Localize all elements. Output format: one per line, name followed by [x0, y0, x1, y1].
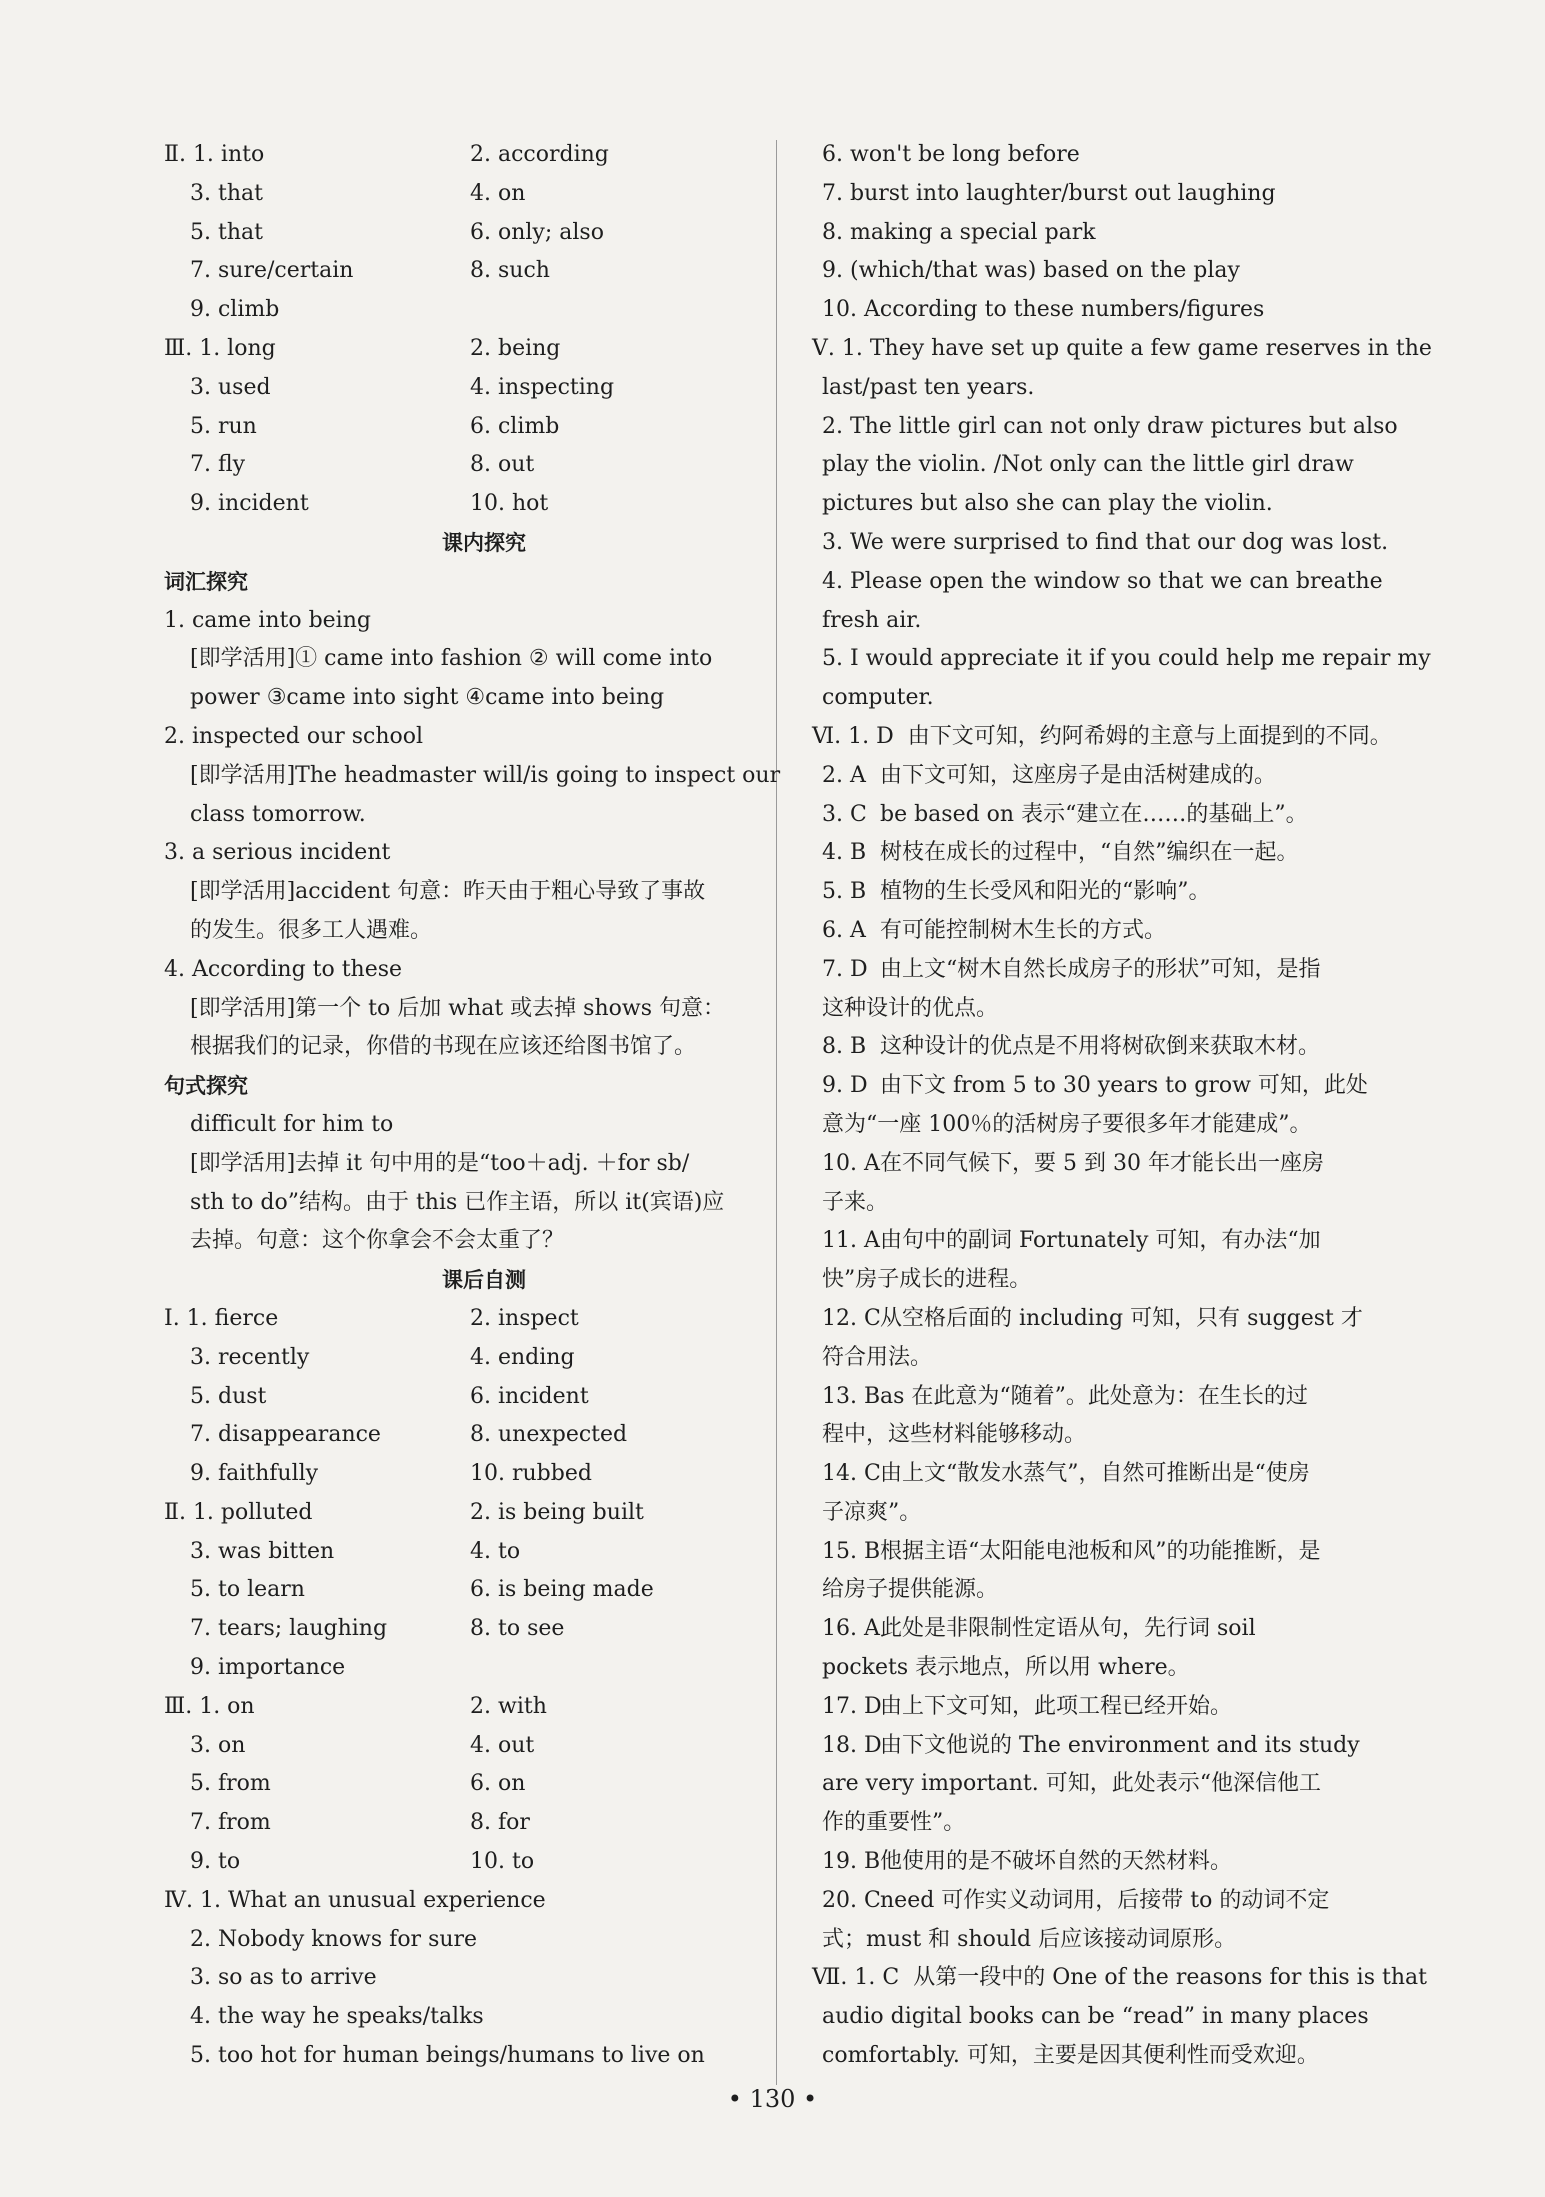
answer-explanation: 16. A此处是非限制性定语从句，先行词 soil	[822, 1616, 1256, 1642]
answer-row: 3. was bitten 4. to	[190, 1538, 521, 1564]
text-line: [即学活用]① came into fashion ② will come into	[190, 646, 713, 672]
answer-row: 5. to learn 6. is being made	[190, 1577, 654, 1603]
left-column	[164, 136, 804, 2076]
text-line: pictures but also she can play the violin.	[822, 491, 1273, 517]
answer-explanation: Ⅵ. 1. D 由下文可知，约阿希姆的主意与上面提到的不同。	[812, 723, 1392, 749]
text-line: audio digital books can be “read” in many places	[822, 2004, 1369, 2030]
text-line: 的发生。很多工人遇难。	[190, 917, 433, 943]
answer-explanation: 19. B他使用的是不破坏自然的天然材料。	[822, 1849, 1233, 1875]
answer-row: 9. importance	[190, 1655, 346, 1681]
answer-row: Ⅲ. 1. on 2. with	[164, 1693, 547, 1719]
text-line: [即学活用]accident 句意：昨天由于粗心导致了事故	[190, 879, 706, 905]
answer-explanation: 11. A由句中的副词 Fortunately 可知，有办法“加	[822, 1228, 1321, 1254]
text-line: sth to do”结构。由于 this 已作主语，所以 it(宾语)应	[190, 1189, 725, 1215]
text-line: 去掉。句意：这个你拿会不会太重了？	[190, 1228, 565, 1254]
text-line: 6. won't be long before	[822, 142, 1080, 167]
text-line: 3. so as to arrive	[190, 1965, 377, 1991]
answer-row: 3. used 4. inspecting	[190, 374, 615, 400]
answer-explanation: 20. Cneed 可作实义动词用，后接带 to 的动词不定	[822, 1887, 1330, 1913]
answer-explanation: 2. A 由下文可知，这座房子是由活树建成的。	[822, 762, 1277, 788]
answer-row: 7. tears; laughing 8. to see	[190, 1616, 565, 1642]
text-line: 4. the way he speaks/talks	[190, 2004, 484, 2030]
answer-explanation: 6. A 有可能控制树木生长的方式。	[822, 917, 1167, 943]
text-line: 2. The little girl can not only draw pictures but also	[822, 413, 1398, 439]
text-line: 子凉爽”。	[822, 1499, 922, 1525]
text-line: 4. According to these	[164, 956, 403, 982]
answer-row: 5. run 6. climb	[190, 413, 560, 439]
answer-explanation: 9. D 由下文 from 5 to 30 years to grow 可知，此处	[822, 1073, 1368, 1099]
text-line: computer.	[822, 685, 934, 711]
answer-row: 9. faithfully 10. rubbed	[190, 1461, 592, 1487]
text-line: play the violin. /Not only can the little girl draw	[822, 452, 1354, 478]
subsection-title: 词汇探究	[164, 569, 248, 594]
answer-row: Ⅰ. 1. fierce 2. inspect	[164, 1305, 579, 1331]
answer-row: 5. dust 6. incident	[190, 1383, 589, 1409]
subsection-title: 句式探究	[164, 1074, 248, 1099]
page-number: • 130 •	[727, 2085, 818, 2113]
answer-row: 3. recently 4. ending	[190, 1344, 575, 1370]
text-line: 9. (which/that was) based on the play	[822, 258, 1240, 284]
text-line: 这种设计的优点。	[822, 995, 999, 1021]
answer-row: 7. fly 8. out	[190, 452, 535, 478]
text-line: 意为“一座 100％的活树房子要很多年才能建成”。	[822, 1111, 1312, 1137]
answer-row: 9. incident 10. hot	[190, 491, 549, 517]
text-line: class tomorrow.	[190, 801, 366, 827]
text-line: difficult for him to	[190, 1111, 394, 1137]
answer-row: Ⅱ. 1. into 2. according	[164, 142, 609, 167]
text-line: 10. According to these numbers/figures	[822, 297, 1265, 323]
answer-row: 3. that 4. on	[190, 180, 526, 206]
answer-row: 7. sure/certain 8. such	[190, 258, 550, 284]
text-line: 8. making a special park	[822, 219, 1096, 245]
text-line: 3. a serious incident	[164, 840, 391, 866]
text-line: Ⅴ. 1. They have set up quite a few game reserves in the	[812, 335, 1432, 361]
section-title: 课内探究	[442, 530, 526, 555]
text-line: 子来。	[822, 1189, 889, 1215]
section-title: 课后自测	[442, 1268, 526, 1293]
text-line: 快”房子成长的进程。	[822, 1267, 1032, 1293]
text-line: 2. Nobody knows for sure	[190, 1926, 478, 1952]
text-line: power ③came into sight ④came into being	[190, 685, 665, 711]
answer-explanation: 7. D 由上文“树木自然长成房子的形状”可知，是指	[822, 956, 1321, 982]
answer-row: 7. disappearance 8. unexpected	[190, 1422, 628, 1448]
right-column	[812, 136, 1432, 2076]
answer-explanation: 18. D由下文他说的 The environment and its study	[822, 1732, 1360, 1758]
answer-row: 5. that 6. only; also	[190, 219, 604, 245]
answer-row: Ⅱ. 1. polluted 2. is being built	[164, 1499, 644, 1525]
answer-row: 3. on 4. out	[190, 1732, 535, 1758]
text-line: comfortably. 可知，主要是因其便利性而受欢迎。	[822, 2043, 1319, 2069]
text-line: are very important. 可知，此处表示“他深信他工	[822, 1771, 1321, 1797]
text-line: 2. inspected our school	[164, 723, 424, 749]
text-line: 3. We were surprised to find that our dog was lost.	[822, 529, 1389, 555]
text-line: [即学活用]去掉 it 句中用的是“too＋adj. ＋for sb/	[190, 1150, 690, 1176]
answer-explanation: 13. Bas 在此意为“随着”。此处意为：在生长的过	[822, 1383, 1308, 1409]
answer-explanation: 10. A在不同气候下，要 5 到 30 年才能长出一座房	[822, 1150, 1324, 1176]
text-line: 5. I would appreciate it if you could help me repair my	[822, 646, 1431, 672]
text-line: [即学活用]第一个 to 后加 what 或去掉 shows 句意：	[190, 995, 725, 1021]
answer-explanation: 5. B 植物的生长受风和阳光的“影响”。	[822, 879, 1211, 905]
answer-explanation: 17. D由上下文可知，此项工程已经开始。	[822, 1693, 1233, 1719]
text-line: 作的重要性”。	[822, 1810, 966, 1836]
answer-row: 9. to 10. to	[190, 1849, 535, 1875]
answer-explanation: 15. B根据主语“太阳能电池板和风”的功能推断，是	[822, 1538, 1321, 1564]
text-line: 符合用法。	[822, 1344, 933, 1370]
text-line: 程中，这些材料能够移动。	[822, 1422, 1087, 1448]
answer-row: 5. from 6. on	[190, 1771, 526, 1797]
answer-row: 9. climb	[190, 297, 280, 323]
answer-explanation: Ⅶ. 1. C 从第一段中的 One of the reasons for this is that	[812, 1965, 1427, 1991]
text-line: Ⅳ. 1. What an unusual experience	[164, 1887, 546, 1913]
text-line: 给房子提供能源。	[822, 1577, 999, 1603]
answer-row: 7. from 8. for	[190, 1810, 530, 1836]
text-line: 式；must 和 should 后应该接动词原形。	[822, 1926, 1237, 1952]
text-line: fresh air.	[822, 607, 922, 633]
answer-row: Ⅲ. 1. long 2. being	[164, 335, 561, 361]
answer-explanation: 4. B 树枝在成长的过程中，“自然”编织在一起。	[822, 840, 1299, 866]
text-line: 根据我们的记录，你借的书现在应该还给图书馆了。	[190, 1034, 697, 1060]
answer-explanation: 8. B 这种设计的优点是不用将树砍倒来获取木材。	[822, 1034, 1321, 1060]
text-line: 1. came into being	[164, 607, 371, 633]
text-line: pockets 表示地点，所以用 where。	[822, 1655, 1190, 1681]
text-line: [即学活用]The headmaster will/is going to inspect our	[190, 762, 781, 788]
text-line: last/past ten years.	[822, 374, 1035, 400]
text-line: 5. too hot for human beings/humans to live on	[190, 2043, 705, 2069]
text-line: 7. burst into laughter/burst out laughing	[822, 180, 1276, 206]
answer-explanation: 3. C be based on 表示“建立在……的基础上”。	[822, 801, 1308, 827]
answer-explanation: 14. C由上文“散发水蒸气”，自然可推断出是“使房	[822, 1461, 1310, 1487]
text-line: 4. Please open the window so that we can breathe	[822, 568, 1383, 594]
answer-explanation: 12. C从空格后面的 including 可知，只有 suggest 才	[822, 1305, 1363, 1331]
